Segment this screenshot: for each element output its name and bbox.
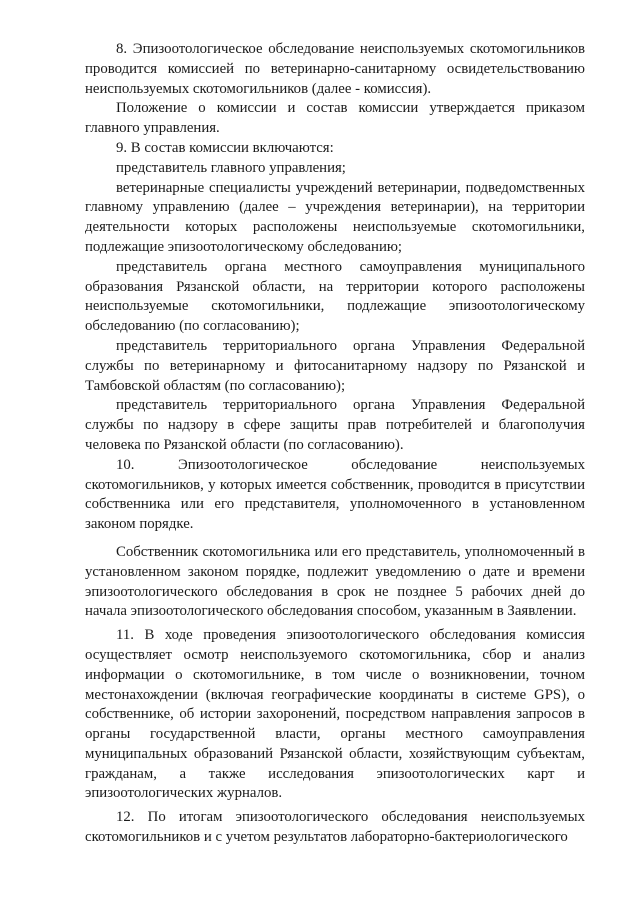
document-body (85, 40, 585, 848)
paragraph-9: 9. В состав комиссии включаются: (116, 139, 334, 156)
list-item-main-department: представитель главного управления; (116, 159, 346, 176)
list-item-rosselkhoznadzor: представитель территориального органа Управления Федеральной службы по ветеринарному и фитосанитарному надзору по Рязанской и Тамбовской областям (по согласованию); (85, 337, 585, 394)
paragraph-8: 8. Эпизоотологическое обследование неиспользуемых скотомогильников проводится комиссией по ветеринарно-санитарному освидетельствованию неиспользуемых скотомогильников (далее - комиссия). (85, 41, 585, 97)
paragraph-commission-regulation: Положение о комиссии и состав комиссии утверждается приказом главного управления. (85, 100, 585, 137)
paragraph-owner-notification: Собственник скотомогильника или его представитель, уполномоченный в установленном законом порядке, подлежит уведомлению о дате и времени эпизоотологического обследования в срок не позднее 5 рабочих дней до начала эпизоотологического обследования способом, указанным в Заявлении. (85, 543, 585, 620)
list-item-local-government: представитель органа местного самоуправления муниципального образования Рязанской области, на территории которого расположены неиспользуемые скотомогильники, подлежащие эпизоотологическому обследованию (по согласованию); (85, 258, 585, 335)
paragraph-11: 11. В ходе проведения эпизоотологического обследования комиссия осуществляет осмотр неиспользуемого скотомогильника, сбор и анализ информации о скотомогильнике, в том числе о возникновении, точном местонахождении (включая географические координаты в системе GPS), о собственнике, об истории захоронений, посредством направления запросов в органы государственной власти, органы местного самоуправления муниципальных образований Рязанской области, хозяйствующим субъектам, гражданам, а также исследования эпизоотологических карт и эпизоотологических журналов. (85, 627, 585, 802)
list-item-rospotrebnadzor: представитель территориального органа Управления Федеральной службы по надзору в сфере защиты прав потребителей и благополучия человека по Рязанской области (по согласованию). (85, 397, 585, 453)
paragraph-12: 12. По итогам эпизоотологического обследования неиспользуемых скотомогильников и с учетом результатов лабораторно-бактериологического (85, 809, 585, 846)
paragraph-10: 10. Эпизоотологическое обследование неиспользуемых скотомогильников, у которых имеется собственник, проводится в присутствии собственника или его представителя, уполномоченного в установленном законом порядке. (85, 456, 585, 533)
list-item-veterinary-specialists: ветеринарные специалисты учреждений ветеринарии, подведомственных главному управлению (далее – учреждения ветеринарии), на территории деятельности которых расположены неиспользуемые скотомогильники, подлежащие эпизоотологическому обследованию; (85, 179, 585, 255)
